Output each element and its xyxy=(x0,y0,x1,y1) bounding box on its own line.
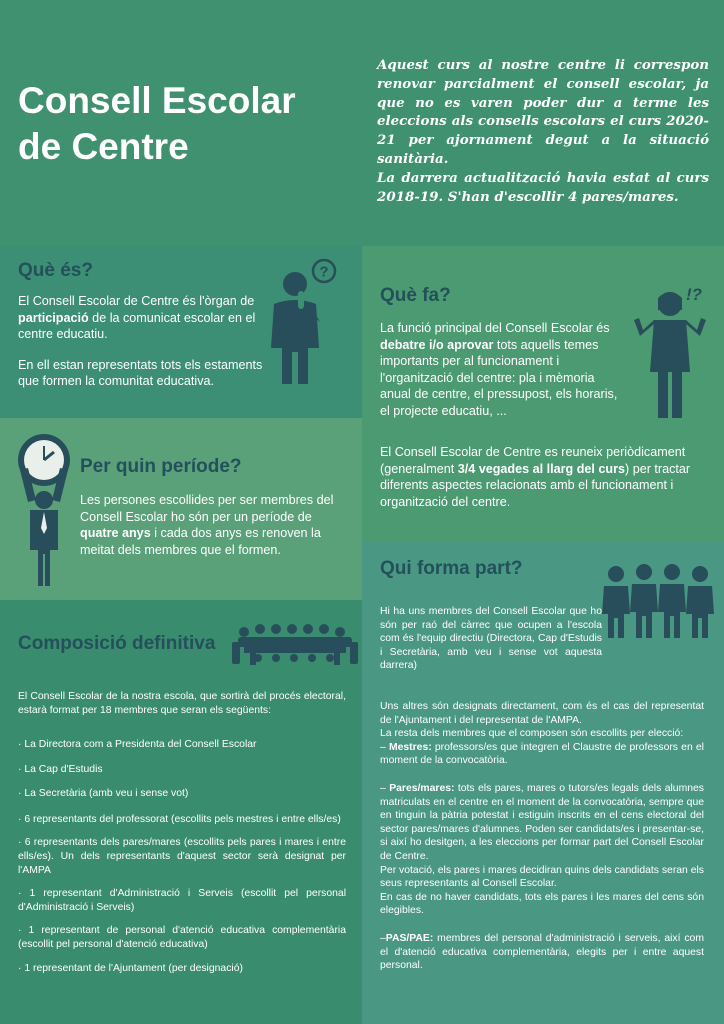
group-people-icon xyxy=(600,562,716,640)
que-es-p1-a: El Consell Escolar de Centre és l'òrgan de xyxy=(18,294,255,308)
title-line-1: Consell Escolar xyxy=(18,80,296,121)
mestres-text: professors/es que integren el Claustre de professors en el moment de la convocatòria. xyxy=(380,741,704,767)
que-es-text xyxy=(18,293,263,404)
que-fa-heading: Què fa? xyxy=(380,285,451,306)
list-item: · La Cap d'Estudis xyxy=(18,763,103,775)
shrugging-woman-icon xyxy=(630,280,714,425)
que-fa-p2-c: ) per tractar diferents aspectes relacionats amb el funcionament i organització del centre. xyxy=(380,461,691,509)
page-title xyxy=(18,78,296,170)
que-fa-text-1 xyxy=(380,320,626,434)
qui-mestres: – Mestres: professors/es que integren el Claustre de professors en el moment de la convocatòria. xyxy=(380,741,704,767)
qui-p2: Uns altres són designats directament, com és el cas del representat de l'Ajuntament i del representat de l'AMPA. xyxy=(380,701,704,726)
periode-heading: Per quin període? xyxy=(80,456,242,477)
qui-pares: – Pares/mares: tots els pares, mares o tutors/es legals dels alumnes matriculats en el centre en el moment de la convocatòria, sempre que en tinguin la pàtria potestat i estiguin inscrits en el cens electoral del sector pares/mares d'alumnes. Poden ser candidats/es i presentar-se, si així ho desitgen, a les eleccions per formar part del Consell Escolar de Centre. xyxy=(380,782,704,862)
pares-text: tots els pares, mares o tutors/es legals dels alumnes matriculats en el centre en el moment de la convocatòria, sempre que en tinguin la pàtria potestat i estiguin inscrits en el cens electoral del sector pares/mares d'alumnes. Poden ser candidats/es i presentar-se, si així ho desitgen, a les eleccions per formar part del Consell Escolar de Centre. xyxy=(380,782,704,862)
que-fa-text-2 xyxy=(380,444,700,524)
que-es-p1-bold: participació xyxy=(18,310,89,325)
svg-text:!?: !? xyxy=(685,285,703,304)
list-item: · La Directora com a Presidenta del Consell Escolar xyxy=(18,739,257,750)
list-item: · 6 representants del professorat (escollits pels mestres i entre ells/es) xyxy=(18,813,341,825)
qui-pas: –PAS/PAE: membres del personal d'administració i serveis, així com el d'atenció educativa complementària, elegits per i entre aquest personal. xyxy=(380,932,704,972)
qui-forma-part-heading: Qui forma part? xyxy=(380,558,523,579)
svg-text:?: ? xyxy=(319,263,329,281)
pas-text: membres del personal d'administració i serveis, així com el d'atenció educativa complementària, elegits per i entre aquest personal. xyxy=(380,932,704,972)
que-es-p1-c: de la comunicat escolar en el centre educatiu. xyxy=(18,310,256,342)
periode-p1-c: i cada dos anys es renoven la meitat dels membres que el formen. xyxy=(80,526,321,557)
pas-label: PAS/PAE: xyxy=(385,932,434,944)
mestres-label: Mestres: xyxy=(388,741,432,753)
que-fa-p2-a: El Consell Escolar de Centre es reuneix periòdicament (generalment xyxy=(380,445,686,476)
qui-cens: En cas de no haver candidats, tots els pares i les mares del cens són elegibles. xyxy=(380,891,704,917)
periode-p1-bold: quatre anys xyxy=(80,526,151,541)
que-fa-p2-bold: 3/4 vegades al llarg del curs xyxy=(457,461,626,476)
que-fa-p1-bold: debatre i/o aprovar xyxy=(380,337,494,352)
periode-p1-a: Les persones escollides per ser membres del Consell Escolar ho són per un període de xyxy=(80,493,334,524)
qui-text xyxy=(380,700,704,973)
que-fa-p1-c: tots aquells temes importants per al funcionament i l'organització del centre: pla i mèmoria anual de centre, el pressupost, els horaris, el projecte educatiu, ... xyxy=(380,337,618,418)
title-line-2: de Centre xyxy=(18,126,189,167)
thinking-person-icon xyxy=(262,256,346,386)
periode-text xyxy=(80,492,342,572)
pares-label: Pares/mares: xyxy=(389,782,455,794)
intro-text xyxy=(377,56,709,206)
qui-p1: Hi ha uns membres del Consell Escolar que ho són per raó del càrrec que ocupen a l'escola com és l'equip directiu (Directora, Cap d'Estudis i Secretària, amb veu i sense vot aquesta darrera) xyxy=(380,606,602,672)
que-es-heading: Què és? xyxy=(18,260,93,281)
list-item: · 1 representant d'Administració i Serveis (escollit pel personal d'Administració i Serveis) xyxy=(18,888,346,913)
list-item: · La Secretària (amb veu i sense vot) xyxy=(18,788,189,800)
list-item: · 1 representant de l'Ajuntament (per designació) xyxy=(18,962,243,974)
qui-p3: La resta dels membres que el composen són escollits per elecció: xyxy=(380,728,684,740)
que-es-p2: En ell estan representats tots els estaments que formen la comunitat educativa. xyxy=(18,357,263,389)
composicio-list xyxy=(18,738,346,984)
qui-votacio: Per votació, els pares i mares decidiran quins dels candidats seran els seus representants al Consell Escolar. xyxy=(380,864,705,890)
list-item: · 6 representants dels pares/mares (escollits pels pares i mares i entre ells/es). Un dels representants d'aquest sector serà designat per l'AMPA xyxy=(18,837,346,876)
list-item: · 1 representant de personal d'atenció educativa complementària (escollit pel personal d'atenció educativa) xyxy=(18,925,346,950)
composicio-intro: El Consell Escolar de la nostra escola, que sortirà del procés electoral, estarà format per 18 membres que seran els següents: xyxy=(18,691,346,716)
que-fa-p1-a: La funció principal del Consell Escolar és xyxy=(380,321,610,335)
intro-paragraph-2: La darrera actualització havia estat al curs 2018-19. S'han d'escollir 4 pares/mares. xyxy=(377,169,709,205)
composicio-heading: Composició definitiva xyxy=(18,633,216,654)
meeting-table-icon xyxy=(230,620,360,668)
intro-paragraph-1: Aquest curs al nostre centre li correspon renovar parcialment el consell escolar, ja que no es varen poder dur a terme les eleccions als consells escolars el curs 2020-21 per ajornament degut a la situació sanitària. xyxy=(377,57,709,167)
clock-person-icon xyxy=(12,430,76,590)
